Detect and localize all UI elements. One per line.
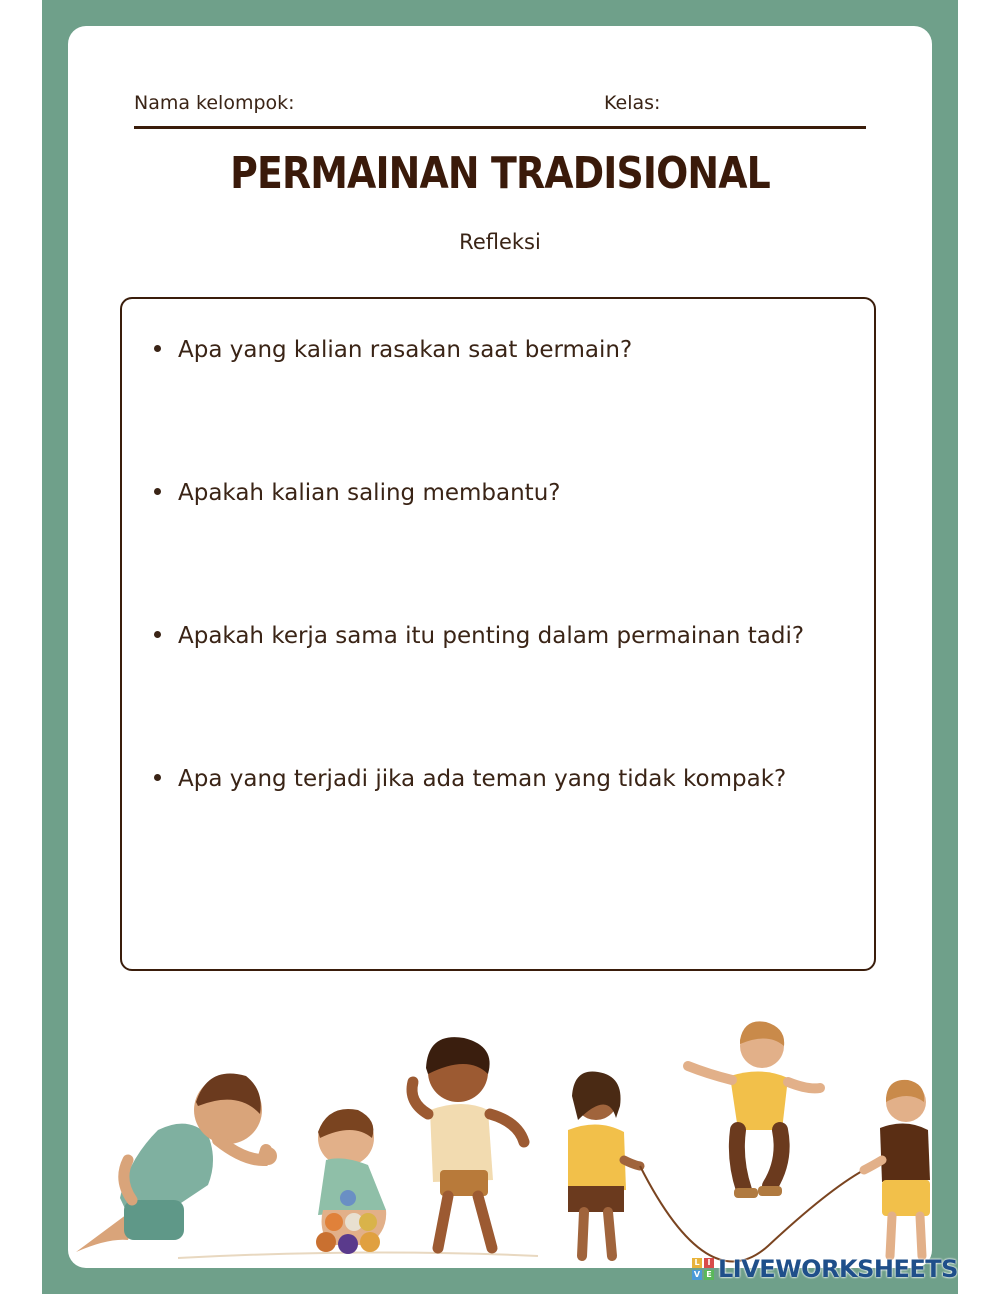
liveworksheets-text: LIVEWORKSHEETS <box>718 1255 958 1283</box>
question-text: Apa yang kalian rasakan saat bermain? <box>178 337 633 363</box>
question-item <box>154 623 804 649</box>
class-label: Kelas: <box>604 92 661 114</box>
squatting-boy-figure <box>316 1109 386 1254</box>
bullet-icon <box>154 774 161 781</box>
logo-letter: V <box>693 1270 701 1279</box>
bullet-icon <box>154 631 161 638</box>
header-underline <box>134 126 866 129</box>
kneeling-boy-figure <box>76 1073 277 1252</box>
group-name-label: Nama kelompok: <box>134 92 295 114</box>
bullet-icon <box>154 488 161 495</box>
question-item <box>154 766 786 792</box>
liveworksheets-watermark <box>692 1254 958 1284</box>
question-item <box>154 337 632 363</box>
question-item <box>154 480 560 506</box>
question-text: Apa yang terjadi jika ada teman yang tidak kompak? <box>178 766 787 792</box>
question-text: Apakah kerja sama itu penting dalam permainan tadi? <box>178 623 805 649</box>
worksheet-title: PERMAINAN TRADISIONAL <box>230 148 770 199</box>
bullet-icon <box>154 345 161 352</box>
worksheet-subtitle: Refleksi <box>459 230 541 254</box>
boy-holding-rope-figure <box>864 1080 930 1256</box>
liveworksheets-logo-icon <box>692 1258 714 1280</box>
jumping-boy-figure <box>688 1021 820 1198</box>
logo-letter: L <box>692 1258 702 1268</box>
logo-letter: I <box>704 1258 714 1268</box>
jump-rope <box>640 1166 864 1262</box>
flexing-boy-figure <box>412 1037 524 1248</box>
logo-letter: E <box>704 1270 714 1280</box>
children-illustration <box>68 1010 932 1268</box>
girl-holding-rope-figure <box>568 1072 640 1257</box>
question-text: Apakah kalian saling membantu? <box>178 480 561 506</box>
